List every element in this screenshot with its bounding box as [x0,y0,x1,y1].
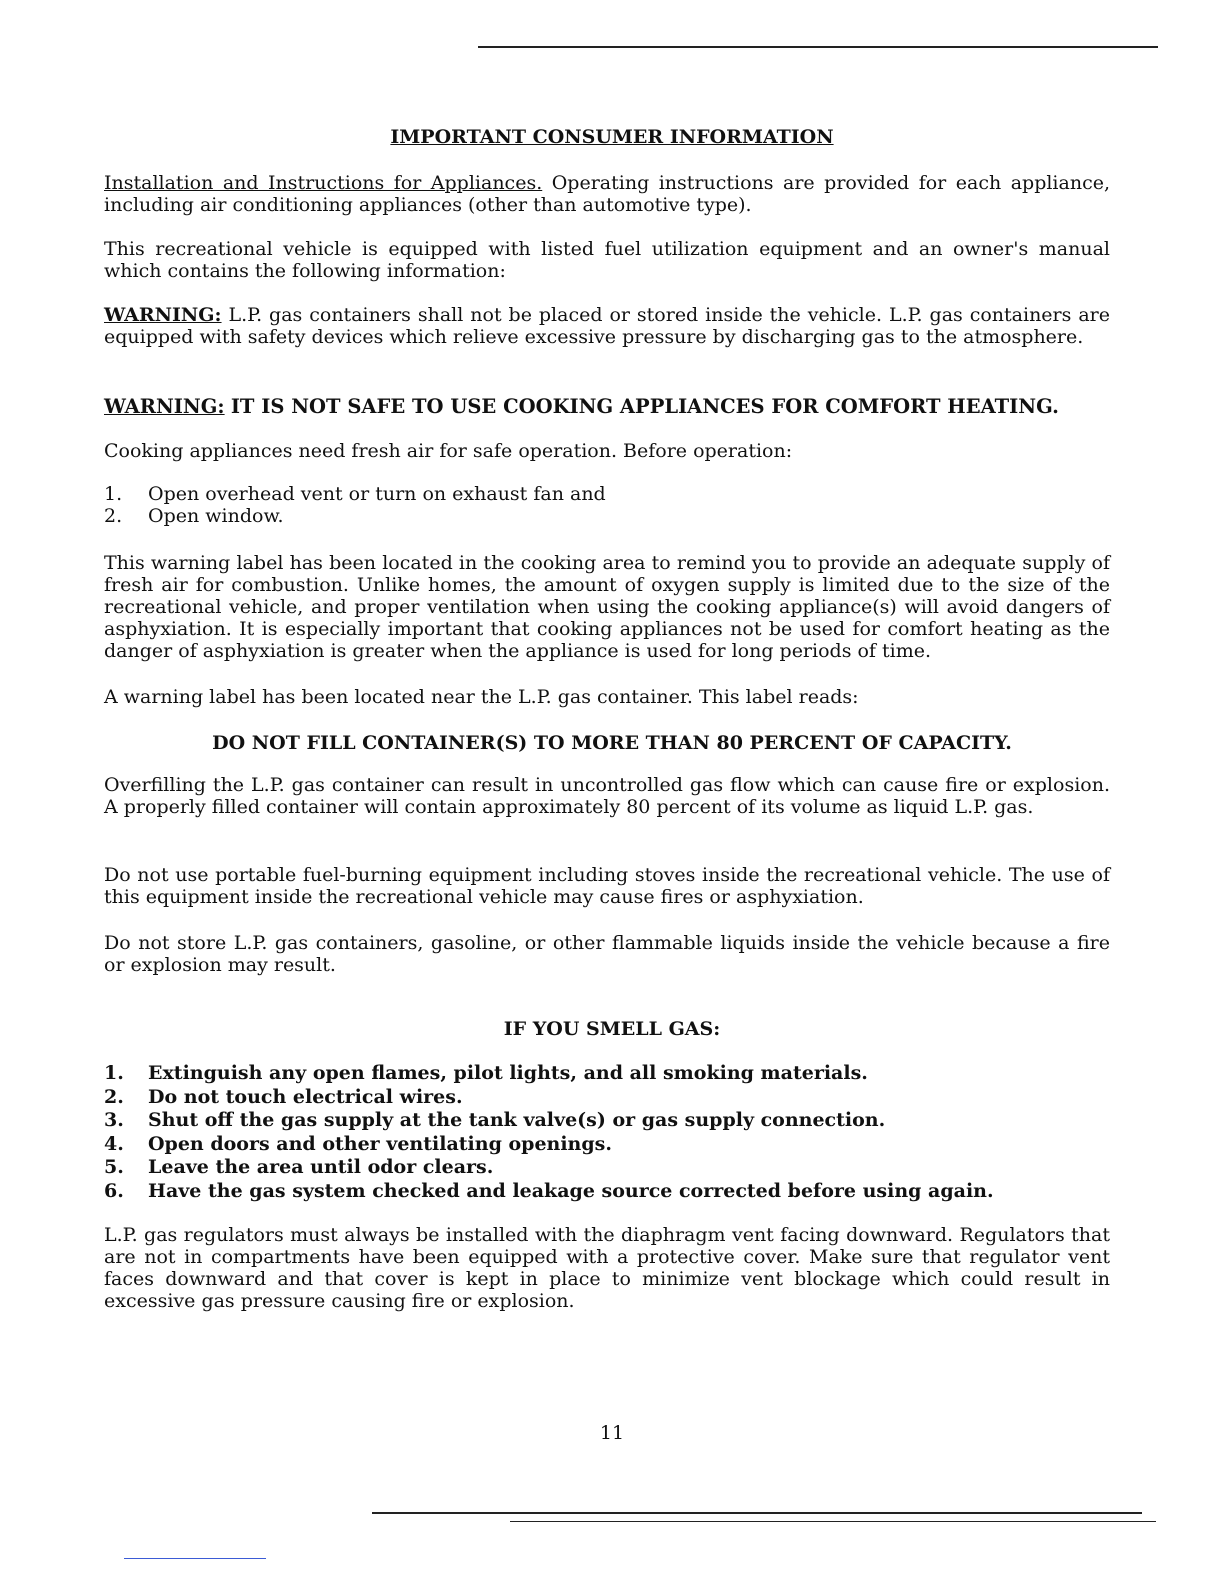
list-item: 4. Open doors and other ventilating openings. [104,1132,612,1155]
portable-equipment-paragraph: Do not use portable fuel-burning equipment including stoves inside the recreational vehicle. The use of this equipment inside the recreational vehicle may cause fires or asphyxiation. [104,864,1110,908]
warning-label: WARNING: [104,395,225,418]
list-item: 1. Open overhead vent or turn on exhaust fan and [104,483,606,505]
intro-paragraph [104,172,1110,216]
overfill-paragraph: Overfilling the L.P. gas container can result in uncontrolled gas flow which can cause fire or explosion. A properly filled container will contain approximately 80 percent of its volume as liquid L.P. gas. [104,774,1110,818]
list-item: 5. Leave the area until odor clears. [104,1156,494,1178]
warning-text: L.P. gas containers shall not be placed or stored inside the vehicle. L.P. gas containers are equipped with safety devices which relieve excessive pressure by discharging gas to the atmosphere. [104,304,1110,348]
smell-gas-heading: IF YOU SMELL GAS: [503,1018,721,1040]
intro-heading: Installation and Instructions for Appliances. [104,172,543,194]
bottom-rule [372,1512,1142,1514]
top-rule [478,46,1158,48]
warning-containers [104,304,1110,348]
list-item: 3. Shut off the gas supply at the tank valve(s) or gas supply connection. [104,1109,886,1131]
equipped-paragraph: This recreational vehicle is equipped with listed fuel utilization equipment and an owner's manual which contains the following information: [104,238,1110,282]
list-item: 6. Have the gas system checked and leakage source corrected before using again. [104,1179,994,1202]
page-number: 11 [599,1422,625,1444]
list-item: 2. Do not touch electrical wires. [104,1085,463,1108]
warning-cooking [104,396,1110,418]
container-label-paragraph: A warning label has been located near the L.P. gas container. This label reads: [104,686,859,708]
footer-mark [124,1558,266,1559]
smell-gas-steps [104,1062,1104,1203]
cooking-steps [104,483,1104,527]
warning-label: WARNING: [104,304,222,326]
regulators-paragraph: L.P. gas regulators must always be installed with the diaphragm vent facing downward. Regulators that are not in compartments have been equipped with a protective cover. Make sure that regulator vent faces downward and that cover is kept in place to minimize vent blockage which could result in excessive gas pressure causing fire or explosion. [104,1224,1110,1312]
capacity-notice: DO NOT FILL CONTAINER(S) TO MORE THAN 80 PERCENT OF CAPACITY. [212,732,1012,754]
storage-paragraph: Do not store L.P. gas containers, gasoline, or other flammable liquids inside the vehicle because a fire or explosion may result. [104,932,1110,976]
bottom-rule-thin [510,1521,1156,1522]
cooking-paragraph: Cooking appliances need fresh air for safe operation. Before operation: [104,440,793,462]
list-item: 2. Open window. [104,505,284,527]
warning-text: IT IS NOT SAFE TO USE COOKING APPLIANCES FOR COMFORT HEATING. [230,395,1059,418]
intro-text: Operating instructions are provided for each appliance, including air conditioning appliances (other than automotive type). [104,172,1110,216]
warning-label-paragraph: This warning label has been located in the cooking area to remind you to provide an adequate supply of fresh air for combustion. Unlike homes, the amount of oxygen supply is limited due to the size of the recreational vehicle, and proper ventilation when using the cooking appliance(s) will avoid dangers of asphyxiation. It is especially important that cooking appliances not be used for comfort heating as the danger of asphyxiation is greater when the appliance is used for long periods of time. [104,552,1110,662]
list-item: 1. Extinguish any open flames, pilot lights, and all smoking materials. [104,1062,868,1084]
page-title: IMPORTANT CONSUMER INFORMATION [390,126,834,148]
